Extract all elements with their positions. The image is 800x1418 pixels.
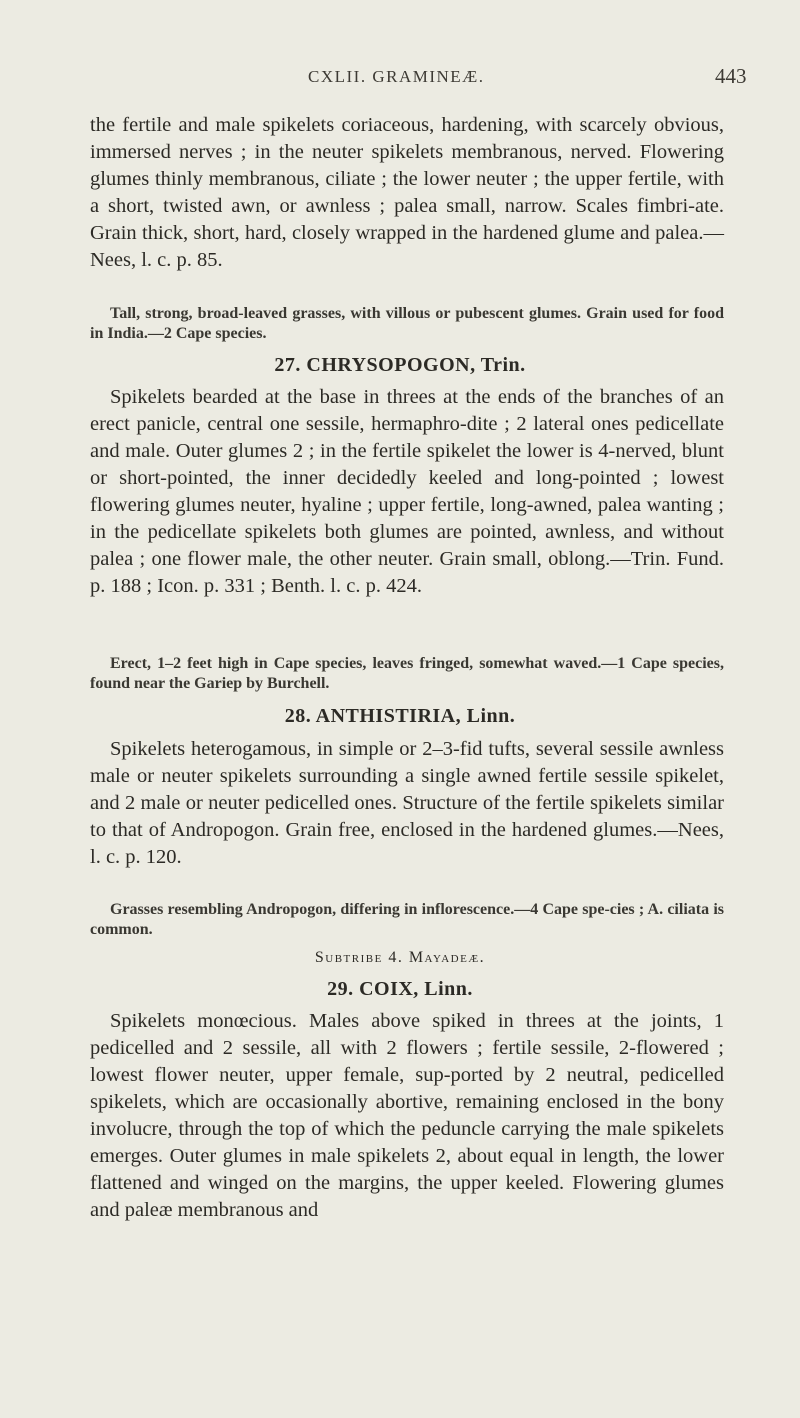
subtribe-heading: Subtribe 4. Mayadeæ. xyxy=(314,949,486,966)
paragraph-continuation: the fertile and male spikelets coriaceous, hardening, with scarcely obvious, immersed nerves ; in the neuter spikelets membranous, nerved. Flowering glumes thinly membranous, ciliate ; the lower neuter ; the upper fertile, with a short, twisted awn, or awnless ; palea small, narrow. Scales fimbri-ate. Grain thick, short, hard, closely wrapped in the hardened glume and palea.—Nees, l. c. p. 85. xyxy=(90,114,724,271)
paragraph-chrysopogon: Spikelets bearded at the base in threes at the ends of the branches of an erect panicle, central one sessile, hermaphro-dite ; 2 lateral ones pedicellate and male. Outer glumes 2 ; in the fertile spikelet the lower is 4-nerved, blunt or short-pointed, the inner decidedly keeled and long-pointed ; lowest flowering glumes neuter, hyaline ; upper fertile, long-awned, palea wanting ; in the pedicellate spikelets both glumes are pointed, awnless, and without palea ; one flower male, the other neuter. Grain small, oblong.—Trin. Fund. p. 188 ; Icon. p. 331 ; Benth. l. c. p. 424. xyxy=(90,386,724,597)
genus-heading-anthistiria: 28. ANTHISTIRIA, Linn. xyxy=(284,705,516,727)
genus-heading-coix: 29. COIX, Linn. xyxy=(327,978,473,1000)
paragraph-coix: Spikelets monœcious. Males above spiked in threes at the joints, 1 pedicelled and 2 sessile, all with 2 flowers ; fertile sessile, 2-flowered ; lowest flower neuter, upper female, sup-ported by 2 neutral, pedicelled spikelets, which are occasionally abortive, remaining enclosed in the bony involucre, through the top of which the peduncle carrying the male spikelets emerges. Outer glumes in male spikelets 2, about equal in length, the lower flattened and winged on the margins, the upper keeled. Flowering glumes and paleæ membranous and xyxy=(90,1010,724,1221)
genus-heading-chrysopogon: 27. CHRYSOPOGON, Trin. xyxy=(274,354,526,376)
note-andropogon-group: Tall, strong, broad-leaved grasses, with villous or pubescent glumes. Grain used for food in India.—2 Cape species. xyxy=(90,305,724,342)
note-anthistiria: Grasses resembling Andropogon, differing in inflorescence.—4 Cape spe-cies ; A. ciliata is common. xyxy=(90,901,724,938)
note-chrysopogon: Erect, 1–2 feet high in Cape species, leaves fringed, somewhat waved.—1 Cape species, found near the Gariep by Burchell. xyxy=(90,655,724,692)
page-number: 443 xyxy=(715,64,747,88)
paragraph-anthistiria: Spikelets heterogamous, in simple or 2–3-fid tufts, several sessile awnless male or neuter spikelets surrounding a single awned fertile sessile spikelet, and 2 male or neuter pedicelled ones. Structure of the fertile spikelets similar to that of Andropogon. Grain free, enclosed in the hardened glumes.—Nees, l. c. p. 120. xyxy=(90,738,724,868)
running-title: CXLII. GRAMINEÆ. xyxy=(308,67,485,86)
